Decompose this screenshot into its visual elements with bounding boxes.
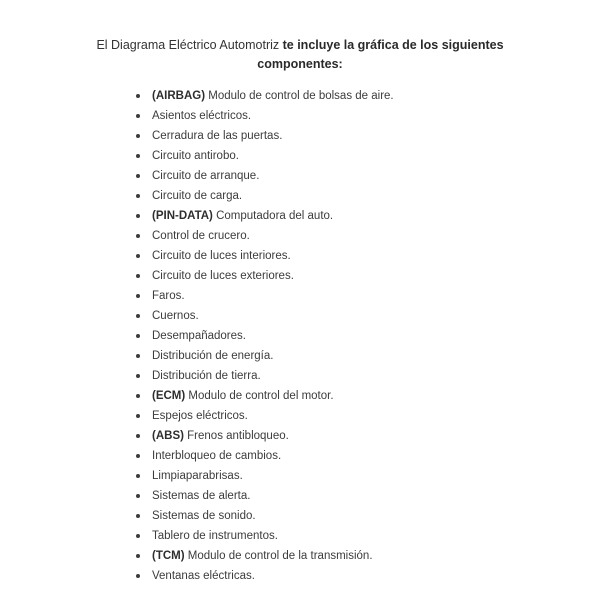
component-text: Distribución de tierra. bbox=[152, 370, 261, 382]
bullet-icon bbox=[136, 334, 140, 338]
list-item bbox=[136, 206, 556, 226]
bullet-icon bbox=[136, 554, 140, 558]
component-text: Cuernos. bbox=[152, 310, 199, 322]
bullet-icon bbox=[136, 194, 140, 198]
component-text: Distribución de energía. bbox=[152, 350, 274, 362]
component-code: (PIN-DATA) bbox=[152, 210, 213, 222]
bullet-icon bbox=[136, 494, 140, 498]
list-item bbox=[136, 326, 556, 346]
list-item bbox=[136, 266, 556, 286]
bullet-icon bbox=[136, 394, 140, 398]
component-text: Frenos antibloqueo. bbox=[187, 430, 289, 442]
bullet-icon bbox=[136, 354, 140, 358]
bullet-icon bbox=[136, 134, 140, 138]
bullet-icon bbox=[136, 574, 140, 578]
bullet-icon bbox=[136, 514, 140, 518]
list-item bbox=[136, 106, 556, 126]
component-text: Computadora del auto. bbox=[216, 210, 334, 222]
component-code: (TCM) bbox=[152, 550, 185, 562]
bullet-icon bbox=[136, 214, 140, 218]
intro-lead: El Diagrama Eléctrico Automotriz bbox=[96, 38, 280, 52]
bullet-icon bbox=[136, 234, 140, 238]
bullet-icon bbox=[136, 414, 140, 418]
list-item bbox=[136, 446, 556, 466]
bullet-icon bbox=[136, 294, 140, 298]
component-text: Modulo de control de bolsas de aire. bbox=[208, 90, 394, 102]
component-text: Sistemas de alerta. bbox=[152, 490, 251, 502]
component-text: Asientos eléctricos. bbox=[152, 110, 252, 122]
component-text: Sistemas de sonido. bbox=[152, 510, 256, 522]
bullet-icon bbox=[136, 434, 140, 438]
list-item bbox=[136, 506, 556, 526]
component-text: Interbloqueo de cambios. bbox=[152, 450, 282, 462]
component-text: Desempañadores. bbox=[152, 330, 246, 342]
intro-emphasis: te incluye la gráfica de los siguientes componentes: bbox=[257, 38, 504, 71]
list-item bbox=[136, 166, 556, 186]
list-item bbox=[136, 406, 556, 426]
list-item bbox=[136, 566, 556, 586]
list-item bbox=[136, 226, 556, 246]
list-item bbox=[136, 486, 556, 506]
component-list bbox=[136, 86, 556, 586]
component-text: Ventanas eléctricas. bbox=[152, 570, 255, 582]
bullet-icon bbox=[136, 374, 140, 378]
intro-paragraph bbox=[60, 36, 540, 74]
component-text: Cerradura de las puertas. bbox=[152, 130, 283, 142]
bullet-icon bbox=[136, 474, 140, 478]
list-item bbox=[136, 386, 556, 406]
component-text: Modulo de control del motor. bbox=[188, 390, 334, 402]
list-item bbox=[136, 346, 556, 366]
list-item bbox=[136, 306, 556, 326]
component-text: Circuito de arranque. bbox=[152, 170, 260, 182]
component-text: Tablero de instrumentos. bbox=[152, 530, 278, 542]
list-item bbox=[136, 86, 556, 106]
bullet-icon bbox=[136, 314, 140, 318]
component-text: Circuito de carga. bbox=[152, 190, 243, 202]
component-code: (AIRBAG) bbox=[152, 90, 206, 102]
list-item bbox=[136, 466, 556, 486]
list-item bbox=[136, 126, 556, 146]
list-item bbox=[136, 286, 556, 306]
bullet-icon bbox=[136, 274, 140, 278]
component-text: Circuito antirobo. bbox=[152, 150, 239, 162]
list-item bbox=[136, 426, 556, 446]
bullet-icon bbox=[136, 254, 140, 258]
list-item bbox=[136, 146, 556, 166]
bullet-icon bbox=[136, 174, 140, 178]
bullet-icon bbox=[136, 534, 140, 538]
list-item bbox=[136, 246, 556, 266]
component-text: Modulo de control de la transmisión. bbox=[187, 550, 373, 562]
component-text: Limpiaparabrisas. bbox=[152, 470, 243, 482]
list-item bbox=[136, 366, 556, 386]
component-code: (ABS) bbox=[152, 430, 184, 442]
component-text: Circuito de luces exteriores. bbox=[152, 270, 294, 282]
bullet-icon bbox=[136, 94, 140, 98]
bullet-icon bbox=[136, 114, 140, 118]
component-code: (ECM) bbox=[152, 390, 186, 402]
component-text: Control de crucero. bbox=[152, 230, 250, 242]
list-item bbox=[136, 546, 556, 566]
bullet-icon bbox=[136, 154, 140, 158]
component-text: Faros. bbox=[152, 290, 185, 302]
list-item bbox=[136, 186, 556, 206]
list-item bbox=[136, 526, 556, 546]
bullet-icon bbox=[136, 454, 140, 458]
component-text: Circuito de luces interiores. bbox=[152, 250, 291, 262]
component-text: Espejos eléctricos. bbox=[152, 410, 248, 422]
